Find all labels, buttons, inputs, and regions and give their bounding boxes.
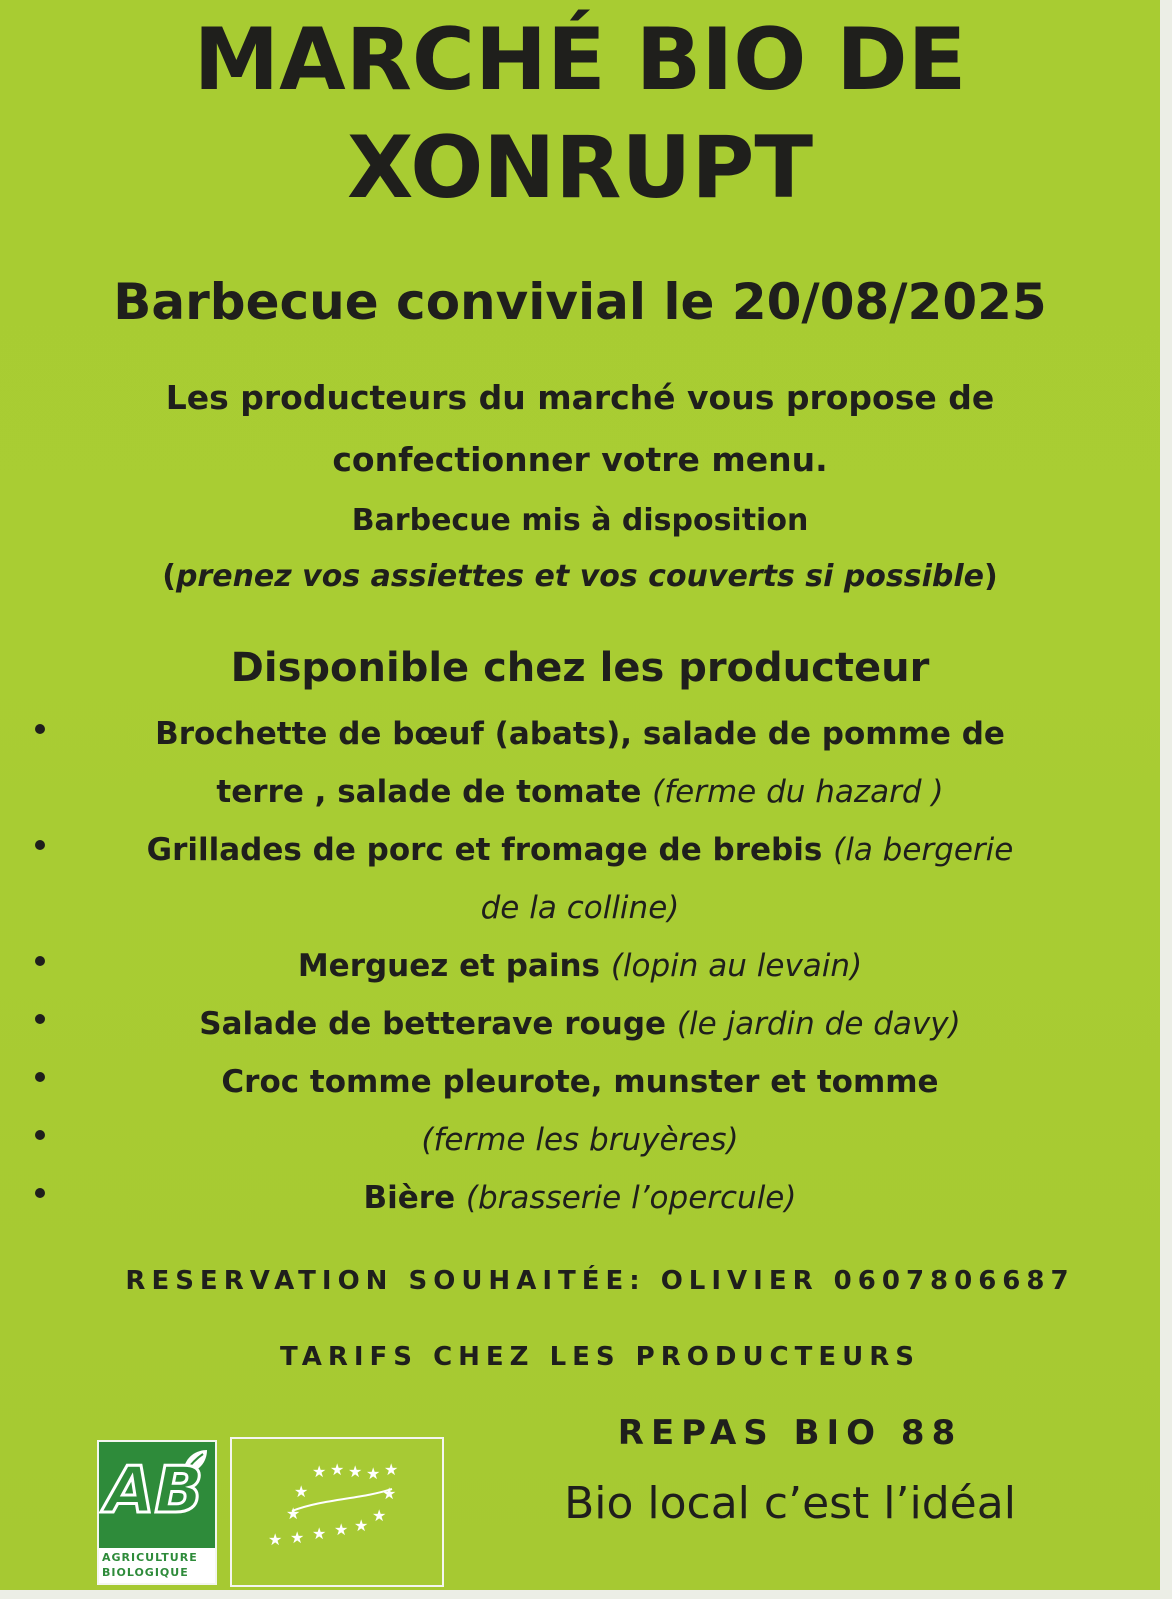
- svg-text:★: ★: [384, 1460, 399, 1479]
- item-1-line-1: Brochette de bœuf (abats), salade de pomme de: [155, 716, 1005, 752]
- intro-line-2: confectionner votre menu.: [332, 440, 828, 479]
- item-1-line-2: [0, 772, 1160, 812]
- item-5-line-2: [0, 1120, 1160, 1160]
- paper-edge-right: [1160, 0, 1172, 1599]
- svg-text:★: ★: [330, 1460, 345, 1479]
- reservation-line: RESERVATION SOUHAITÉE: OLIVIER 0607806687: [125, 1266, 1075, 1296]
- item-3-producer: (lopin au levain): [610, 948, 863, 984]
- item-3: [0, 946, 1160, 986]
- item-5-line-1: Croc tomme pleurote, munster et tomme: [221, 1064, 939, 1100]
- svg-text:★: ★: [268, 1530, 283, 1549]
- item-2-producer-part-2: de la colline): [480, 890, 680, 926]
- intro-line-4: [0, 558, 1160, 596]
- intro-line-1: Les producteurs du marché vous propose de: [165, 378, 995, 417]
- item-2-bold: Grillades de porc et fromage de brebis: [146, 832, 823, 868]
- section-title: Disponible chez les producteur: [230, 645, 930, 691]
- title-line-2: XONRUPT: [346, 118, 814, 218]
- item-4-bold: Salade de betterave rouge: [199, 1006, 667, 1042]
- ab-label-line-2: BIOLOGIQUE: [102, 1566, 189, 1579]
- item-4: [0, 1004, 1160, 1044]
- item-4-producer: (le jardin de davy): [676, 1006, 961, 1042]
- eu-organic-leaf-logo: [230, 1437, 444, 1587]
- svg-text:★: ★: [312, 1524, 327, 1543]
- paper-edge-bottom: [0, 1590, 1172, 1599]
- svg-text:★: ★: [366, 1464, 381, 1483]
- svg-text:★: ★: [290, 1528, 305, 1547]
- item-5-producer: (ferme les bruyères): [421, 1122, 739, 1158]
- slogan: Bio local c’est l’idéal: [564, 1478, 1016, 1529]
- svg-text:★: ★: [354, 1516, 369, 1535]
- item-2-producer-part-1: (la bergerie: [833, 832, 1014, 868]
- svg-text:★: ★: [294, 1482, 309, 1501]
- item-2-line-1: [0, 830, 1160, 870]
- intro-line-3: Barbecue mis à disposition: [351, 503, 809, 538]
- ab-letters: AB: [105, 1454, 204, 1528]
- intro-paren-open: (: [162, 559, 176, 594]
- ab-label-line-1: AGRICULTURE: [102, 1551, 198, 1564]
- svg-text:★: ★: [348, 1462, 363, 1481]
- item-1-bold: terre , salade de tomate: [216, 774, 642, 810]
- item-6: [0, 1178, 1160, 1218]
- item-3-bold: Merguez et pains: [297, 948, 601, 984]
- title-line-1: MARCHÉ BIO DE: [193, 10, 967, 110]
- ab-logo: [97, 1440, 217, 1585]
- tarifs-line: TARIFS CHEZ LES PRODUCTEURS: [280, 1342, 920, 1372]
- eu-leaf-stars-icon: [232, 1439, 442, 1585]
- svg-text:★: ★: [382, 1484, 397, 1503]
- svg-text:★: ★: [286, 1504, 301, 1523]
- svg-text:★: ★: [372, 1506, 387, 1525]
- intro-paren-close: ): [984, 559, 998, 594]
- item-1-producer: (ferme du hazard ): [652, 774, 944, 810]
- ab-label-band: [99, 1548, 215, 1583]
- item-6-bold: Bière: [363, 1180, 456, 1216]
- subtitle: Barbecue convivial le 20/08/2025: [113, 273, 1047, 331]
- repas-bio-line: REPAS BIO 88: [617, 1413, 963, 1453]
- intro-italic-note: prenez vos assiettes et vos couverts si possible: [175, 559, 985, 594]
- item-6-producer: (brasserie l’opercule): [465, 1180, 797, 1216]
- item-2-line-2: [0, 888, 1160, 928]
- svg-text:★: ★: [312, 1462, 327, 1481]
- svg-text:★: ★: [334, 1520, 349, 1539]
